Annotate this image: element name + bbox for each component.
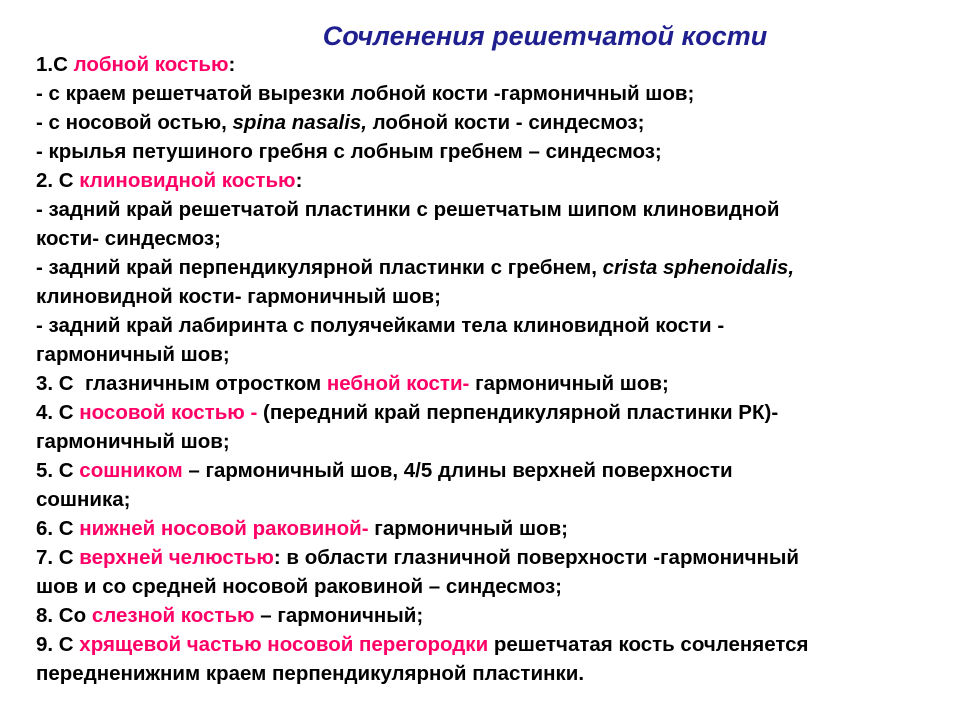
text-line (36, 340, 946, 369)
text-line (36, 224, 946, 253)
text-line (36, 166, 946, 195)
text-segment: - задний край решетчатой пластинки с решетчатым шипом клиновидной (36, 198, 780, 221)
text-line (36, 137, 946, 166)
text-line (36, 601, 946, 630)
text-line (36, 659, 946, 688)
latin-term: crista sphenoidalis, (602, 256, 795, 279)
text-segment: гармоничный шов; (368, 517, 569, 540)
text-segment: - с носовой остью, (36, 111, 233, 134)
text-segment: клиновидной кости- гармоничный шов; (36, 285, 441, 308)
text-line (36, 369, 946, 398)
text-segment: 6. С (36, 517, 80, 540)
text-segment: лобной кости - синдесмоз; (366, 111, 645, 134)
text-segment: - крылья петушиного гребня с лобным гребнем – синдесмоз; (36, 140, 662, 163)
highlighted-term: хрящевой частью носовой перегородки (79, 633, 489, 656)
text-line (36, 282, 946, 311)
text-segment: гармоничный шов; (469, 372, 669, 395)
text-line (36, 427, 946, 456)
text-line (36, 485, 946, 514)
text-segment: : в области глазничной поверхности -гармоничный (273, 546, 800, 569)
highlighted-term: сошником (79, 459, 183, 482)
text-line (36, 50, 946, 79)
text-segment: сошника; (36, 488, 131, 511)
text-segment: гармоничный шов; (36, 430, 230, 453)
text-line (36, 543, 946, 572)
text-segment: – гармоничный шов, 4/5 длины верхней поверхности (182, 459, 733, 482)
text-segment: передненижним краем перпендикулярной пластинки. (36, 662, 585, 685)
slide-body (36, 50, 946, 688)
latin-term: spina nasalis, (232, 111, 367, 134)
highlighted-term: небной кости- (326, 372, 470, 395)
text-line (36, 108, 946, 137)
text-segment: 2. С (36, 169, 80, 192)
text-segment: шов и со средней носовой раковиной – синдесмоз; (36, 575, 562, 598)
highlighted-term: клиновидной костью (79, 169, 296, 192)
text-line (36, 572, 946, 601)
text-segment: 3. С глазничным отростком (36, 372, 327, 395)
text-line (36, 79, 946, 108)
text-segment: 1.С (36, 53, 74, 76)
text-line (36, 311, 946, 340)
highlighted-term: слезной костью (91, 604, 255, 627)
text-segment: 8. Со (36, 604, 92, 627)
text-line (36, 456, 946, 485)
highlighted-term: нижней носовой раковиной- (79, 517, 369, 540)
text-segment: решетчатая кость сочленяется (488, 633, 809, 656)
slide-title: Сочленения решетчатой кости (322, 21, 768, 51)
text-segment: - с краем решетчатой вырезки лобной кости -гармоничный шов; (36, 82, 695, 105)
text-segment: : (295, 169, 303, 192)
highlighted-term: верхней челюстью (79, 546, 274, 569)
text-segment: кости- синдесмоз; (36, 227, 221, 250)
text-line (36, 398, 946, 427)
text-segment: – гармоничный; (254, 604, 424, 627)
text-segment: (передний край перпендикулярной пластинки РК)- (257, 401, 779, 424)
text-segment: 4. С (36, 401, 80, 424)
text-line (36, 514, 946, 543)
text-line (36, 195, 946, 224)
text-segment: 5. С (36, 459, 80, 482)
text-segment: - задний край перпендикулярной пластинки с гребнем, (36, 256, 603, 279)
text-segment: 9. С (36, 633, 80, 656)
text-segment: - задний край лабиринта с полуячейками тела клиновидной кости - (36, 314, 725, 337)
text-segment: гармоничный шов; (36, 343, 230, 366)
text-line (36, 253, 946, 282)
text-segment: 7. С (36, 546, 80, 569)
highlighted-term: лобной костью (73, 53, 229, 76)
highlighted-term: носовой костью - (79, 401, 258, 424)
text-segment: : (228, 53, 236, 76)
text-line (36, 630, 946, 659)
